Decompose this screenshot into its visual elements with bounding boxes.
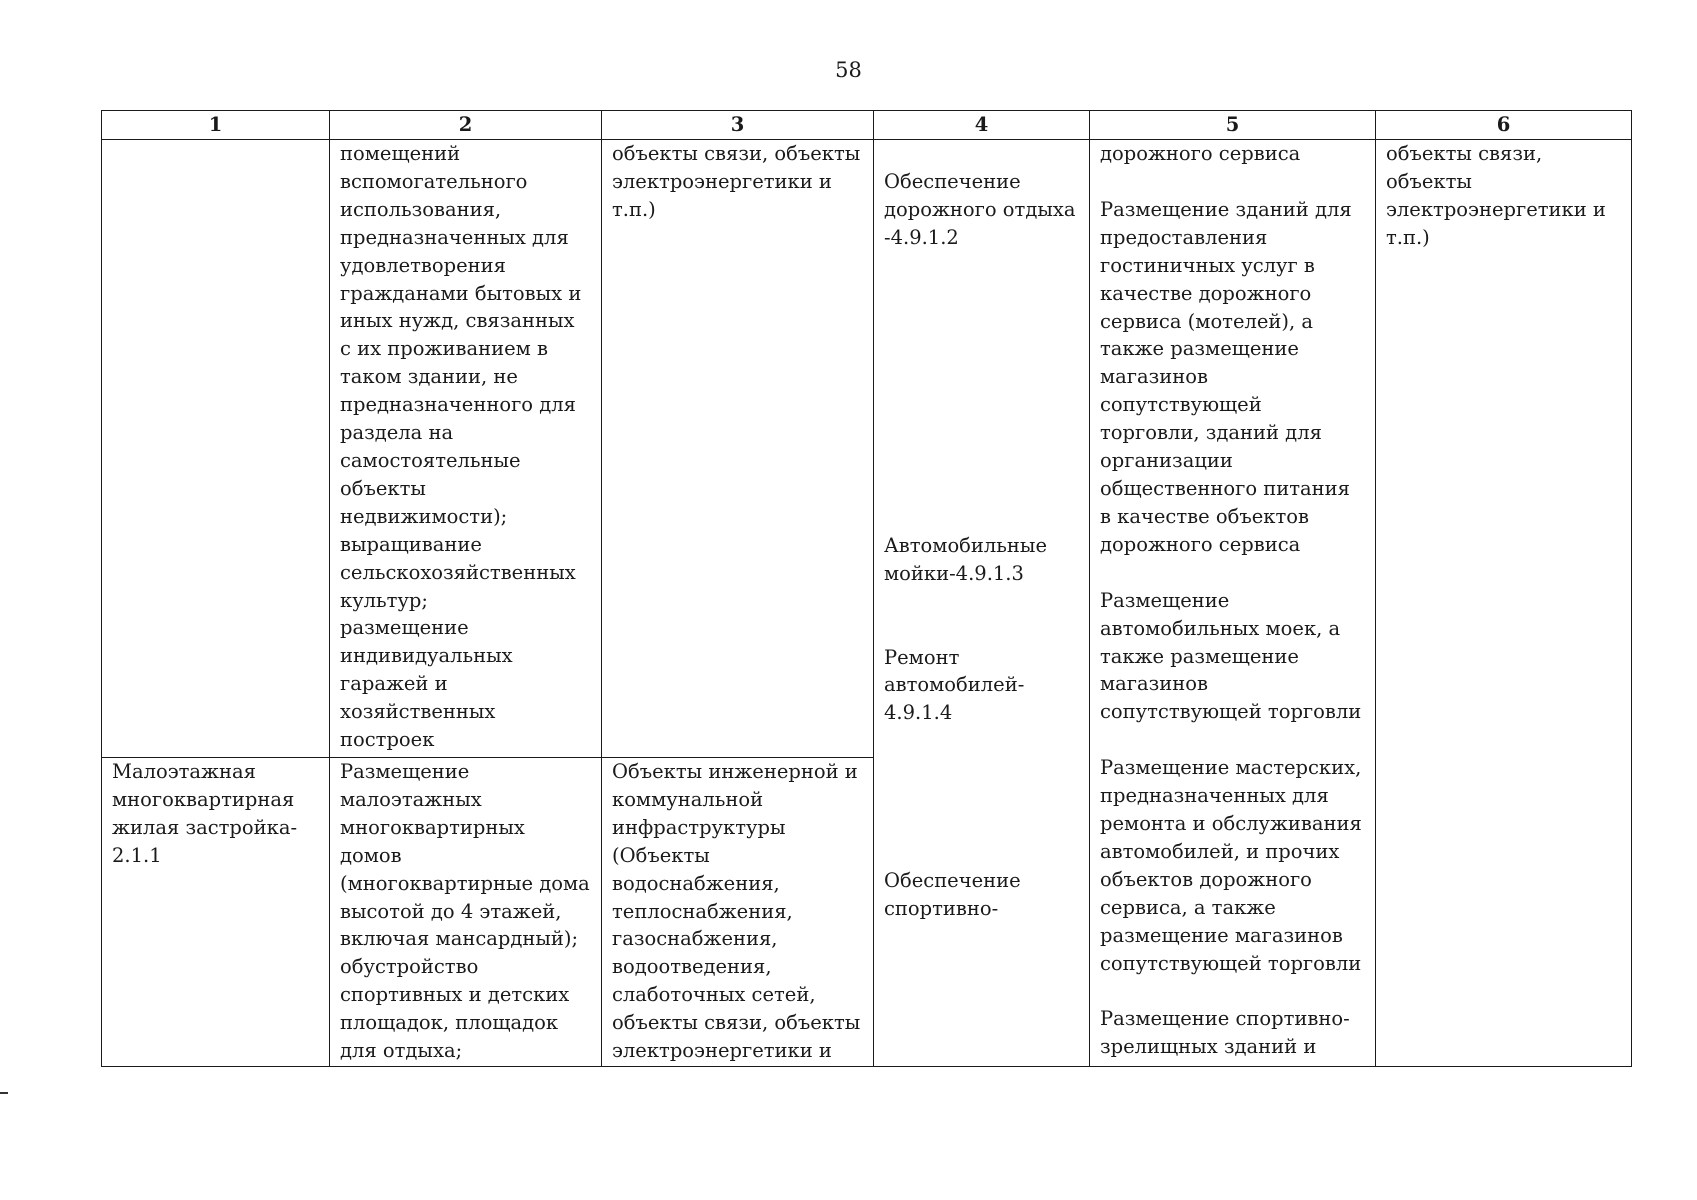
cell-text: объекты связи, объекты электроэнергетики и т.п.) <box>612 142 861 221</box>
use-description: Размещение автомобильных моек, а также размещение магазинов сопутствующей торговли <box>1100 588 1362 724</box>
cell-text: Размещение малоэтажных многоквартирных домов (многоквартирные дома высотой до 4 этажей, включая мансардный); обустройство спортивных и детских площадок, площадок для отдыха; <box>340 760 590 1063</box>
use-description: Размещение спортивно- зрелищных зданий и <box>1100 1007 1350 1059</box>
table-row <box>102 140 1632 758</box>
cell-text: объекты связи, объекты электроэнергетики и т.п.) <box>1386 142 1606 249</box>
page-number: 58 <box>835 58 862 82</box>
header-col-1: 1 <box>102 111 330 140</box>
margin-mark <box>0 1092 8 1094</box>
cell-r2-c2 <box>330 758 602 1067</box>
cell-r1-c2 <box>330 140 602 758</box>
cell-r1-c1 <box>102 140 330 758</box>
header-col-5: 5 <box>1090 111 1376 140</box>
cell-r2-c1 <box>102 758 330 1067</box>
use-code-road-rest: Обеспечение дорожного отдыха -4.9.1.2 <box>884 170 1076 249</box>
header-col-6: 6 <box>1376 111 1632 140</box>
cell-r1-c3 <box>602 140 874 758</box>
cell-r2-c3 <box>602 758 874 1067</box>
cell-c4-permitted-uses <box>874 140 1090 1067</box>
cell-c6-auxiliary <box>1376 140 1632 1067</box>
cell-text: Малоэтажная многоквартирная жилая застройка- 2.1.1 <box>112 760 298 867</box>
zoning-table <box>101 110 1632 1067</box>
use-code-car-repair: Ремонт автомобилей- 4.9.1.4 <box>884 645 1025 725</box>
use-description: Размещение зданий для предоставления гостиничных услуг в качестве дорожного сервиса (мотелей), а также размещение магазинов сопутствующей торговли, зданий для организации общественного питания в качестве объектов дорожного сервиса <box>1100 197 1352 556</box>
header-col-2: 2 <box>330 111 602 140</box>
use-description: дорожного сервиса <box>1100 142 1301 165</box>
cell-c5-descriptions <box>1090 140 1376 1067</box>
use-code-sports: Обеспечение спортивно- <box>884 869 1021 921</box>
header-col-4: 4 <box>874 111 1090 140</box>
use-code-car-wash: Автомобильные мойки-4.9.1.3 <box>884 533 1047 585</box>
cell-text: Объекты инженерной и коммунальной инфраструктуры (Объекты водоснабжения, теплоснабжения, газоснабжения, водоотведения, слаботочных сетей, объекты связи, объекты электроэнергетики и <box>612 760 861 1063</box>
header-row <box>102 111 1632 140</box>
use-description: Размещение мастерских, предназначенных для ремонта и обслуживания автомобилей, и прочих объектов дорожного сервиса, а также размещение магазинов сопутствующей торговли <box>1100 756 1362 975</box>
cell-text: помещений вспомогательного использования, предназначенных для удовлетворения гражданами бытовых и иных нужд, связанных с их проживанием в таком здании, не предназначенного для раздела на самостоятельные объекты недвижимости); выращивание сельскохозяйственных культур; размещение индивидуальных гаражей и хозяйственных построек <box>340 142 582 752</box>
header-col-3: 3 <box>602 111 874 140</box>
